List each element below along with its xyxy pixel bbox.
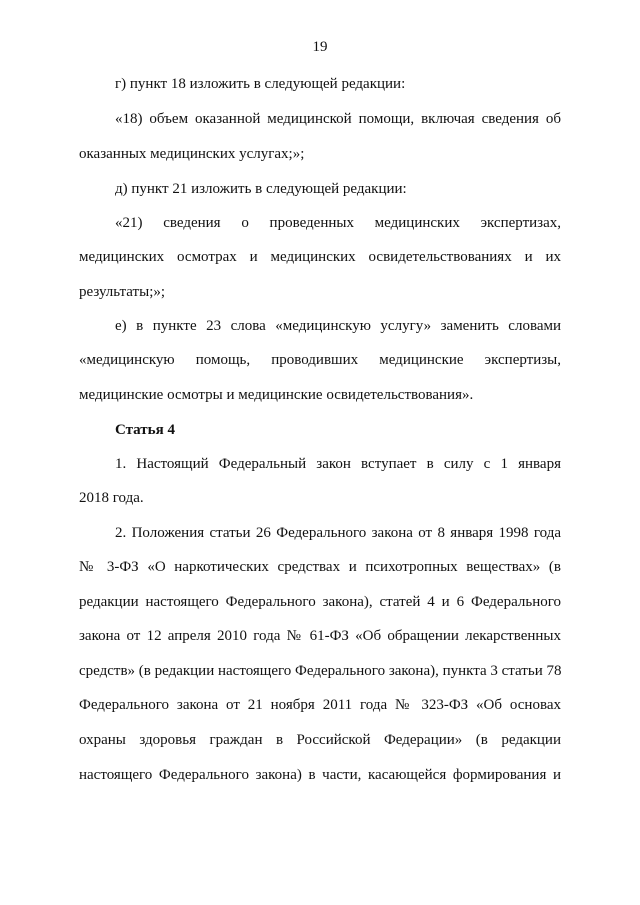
text-line: средств» (в редакции настоящего Федерального закона), пункта 3 статьи 78 [79,663,562,679]
text-line: Федерального закона от 21 ноября 2011 года № 323-ФЗ «Об основах [79,697,561,713]
text-line: медицинских осмотрах и медицинских освидетельствованиях и их [79,249,561,265]
text-line: е) в пункте 23 слова «медицинскую услугу» заменить словами [115,318,561,334]
page-number: 19 [312,39,328,55]
text-line: «18) объем оказанной медицинской помощи, включая сведения об [115,111,561,127]
text-line: «21) сведения о проведенных медицинских экспертизах, [115,215,561,231]
text-line: д) пункт 21 изложить в следующей редакции: [115,181,407,197]
article-heading: Статья 4 [115,422,175,438]
text-line: результаты;»; [79,284,166,300]
text-line: «медицинскую помощь, проводивших медицинские экспертизы, [79,352,561,368]
text-line: охраны здоровья граждан в Российской Федерации» (в редакции [79,732,561,748]
text-line: № 3-ФЗ «О наркотических средствах и психотропных веществах» (в [79,559,561,575]
text-line: 1. Настоящий Федеральный закон вступает в силу с 1 января [115,456,561,472]
text-line: 2018 года. [79,490,144,506]
text-line: г) пункт 18 изложить в следующей редакции: [115,76,406,92]
text-line: медицинские осмотры и медицинские освидетельствования». [79,387,474,403]
text-line: 2. Положения статьи 26 Федерального закона от 8 января 1998 года [115,525,561,541]
text-line: закона от 12 апреля 2010 года № 61-ФЗ «Об обращении лекарственных [79,628,561,644]
text-line: оказанных медицинских услугах;»; [79,146,305,162]
text-line: редакции настоящего Федерального закона), статей 4 и 6 Федерального [79,594,561,610]
text-line: настоящего Федерального закона) в части, касающейся формирования и [79,767,561,783]
